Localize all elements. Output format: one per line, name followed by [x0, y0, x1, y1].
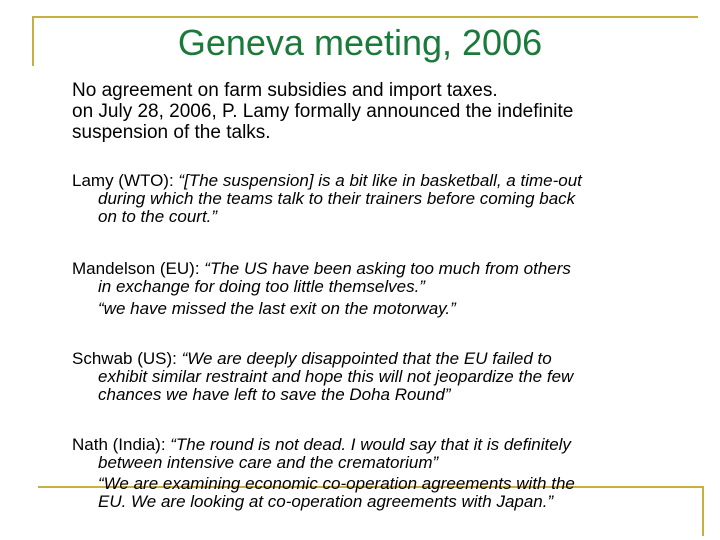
quote-text: EU. We are looking at co-operation agreements with Japan.”	[98, 492, 554, 511]
quote-speaker: Mandelson (EU):	[72, 259, 205, 278]
quote-text: “The US have been asking too much from others	[204, 259, 571, 278]
quote-nath	[72, 436, 702, 511]
quote-text: on to the court.”	[98, 207, 218, 226]
quote-text: “We are deeply disappointed that the EU failed to	[181, 349, 552, 368]
quote-text: exhibit similar restraint and hope this will not jeopardize the few	[98, 367, 574, 386]
quote-schwab	[72, 350, 702, 404]
quote-text: during which the teams talk to their trainers before coming back	[98, 189, 576, 208]
intro-text	[72, 80, 692, 143]
quote-text: between intensive care and the crematorium”	[98, 453, 439, 472]
quote-speaker: Nath (India):	[72, 435, 171, 454]
intro-line: No agreement on farm subsidies and import taxes.	[72, 80, 498, 101]
frame-right-line	[702, 486, 704, 536]
quote-text: “The round is not dead. I would say that it is definitely	[170, 435, 571, 454]
quote-text: chances we have left to save the Doha Round”	[98, 385, 451, 404]
intro-line: on July 28, 2006, P. Lamy formally announced the indefinite	[72, 101, 574, 122]
frame-top-line	[32, 16, 698, 18]
intro-line: suspension of the talks.	[72, 122, 271, 143]
quote-text: “[The suspension] is a bit like in basketball, a time-out	[178, 171, 582, 190]
quote-text: in exchange for doing too little themselves.”	[98, 277, 425, 296]
quote-text: “We are examining economic co-operation agreements with the	[98, 474, 575, 493]
quote-text: “we have missed the last exit on the motorway.”	[98, 299, 456, 318]
quote-mandelson	[72, 260, 702, 318]
quote-lamy	[72, 172, 702, 226]
quote-speaker: Lamy (WTO):	[72, 171, 179, 190]
slide-title: Geneva meeting, 2006	[177, 22, 543, 63]
quote-speaker: Schwab (US):	[72, 349, 182, 368]
